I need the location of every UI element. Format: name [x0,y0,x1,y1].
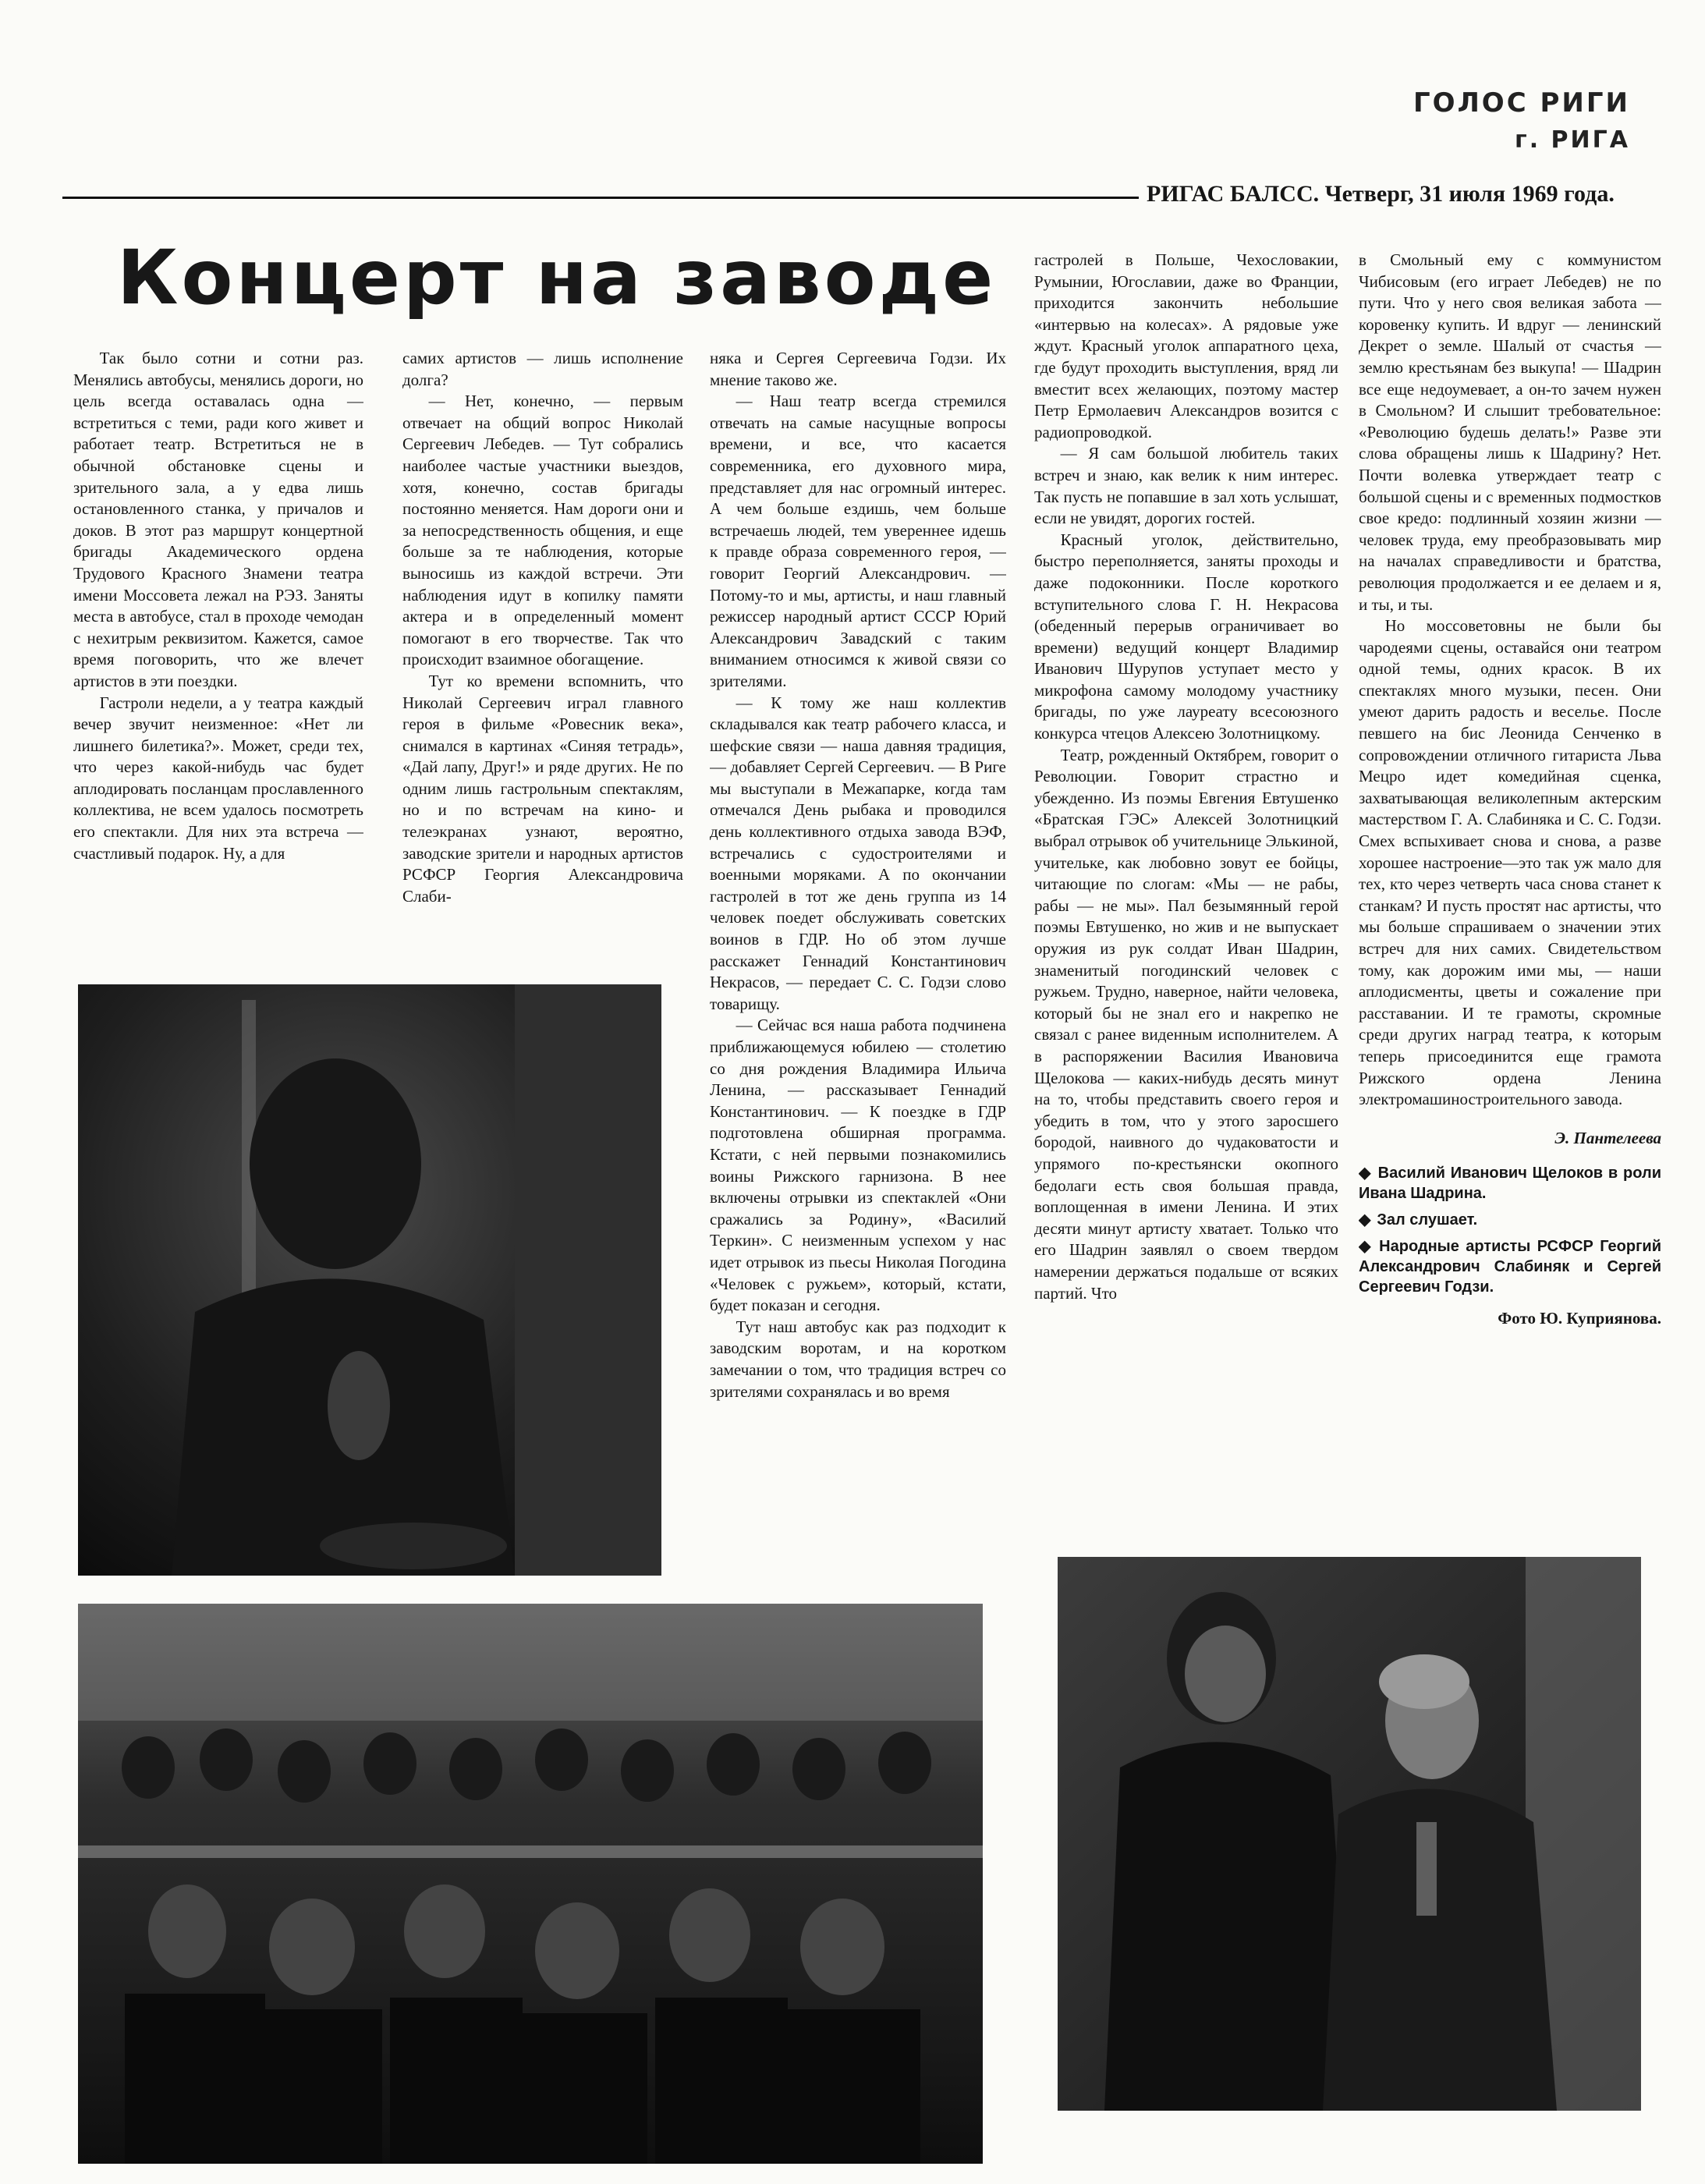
paragraph: — Нет, конечно, — первым отвечает на общий вопрос Николай Сергеевич Лебедев. — Тут собрались наиболее частые участники выездов, хотя, конечно, состав бригады постоянно меняется. Нам дороги они и за непосредственность общения, и еще больше за те наблюдения, которые выносишь из каждой встречи. Эти наблюдения идут в копилку памяти актера и в определенный момент помогают в его творчестве. Так что происходит взаимное обогащение. [402,392,683,669]
article-column-2 [402,348,683,958]
article-column-3 [710,348,1006,1582]
paragraph: — К тому же наш коллектив складывался как театр рабочего класса, и шефские связи — наша давняя традиция, — добавляет Сергей Сергеевич. — В Риге мы выступали в Межапарке, когда там отмечался День рыбака и проводился день коллективного отдыха завода ВЭФ, встречались с судостроителями и военными моряками. А по окончании гастролей в тот же день группа из 14 человек поедет обслуживать советских воинов в ГДР. Но об этом лучше расскажет Геннадий Константинович Некрасов, — передает С. С. Годзи слово товарищу. [710,693,1006,1013]
diamond-bullet-icon: ◆ [1359,1211,1371,1229]
masthead: РИГАС БАЛСС. Четверг, 31 июля 1969 года. [1147,181,1615,207]
paragraph: в Смольный ему с коммунистом Чибисовым (его играет Лебедев) не по пути. Что у него своя великая забота — коровенку купить. И вдруг — ленинский Декрет о земле. Шалый от счастья — землю крестьянам без выкупа! — Шадрин все еще недоумевает, а он-то зачем нужен в Смольном? И слышит требовательное: «Революцию будешь делать!» Разве эти слова обращены лишь к Шадрину? Нет. Почти волевка утверждает театр с большой сцены и с временных подмостков свое кредо: подлинный хозяин жизни — человек труда, ему преобразовывать мир на началах справедливости и братства, революция продолжается и ее делаем и я, и ты, и ты. [1359,250,1661,614]
audience-hall-photo [78,1604,983,2164]
article-column-4 [1034,250,1338,1597]
audience-hall-image [78,1604,983,2164]
masthead-rule [62,197,1139,199]
source-stamp [1413,87,1630,154]
paragraph: Красный уголок, действительно, быстро переполняется, заняты проходы и даже подоконники. После короткого вступительного слова Г. Н. Некрасова (обеденный перерыв ограничивает во времени) ведущий концерт Владимир Иванович Шурупов уступает место у микрофона самому молодому участнику бригады, по уже лауреату всесоюзного конкурса чтецов Алексею Золотницкому. [1034,530,1338,743]
caption-text: Народные артисты РСФСР Георгий Александрович Слабиняк и Сергей Сергеевич Годзи. [1359,1238,1661,1296]
paragraph: Театр, рожденный Октябрем, говорит о Революции. Говорит страстно и убежденно. Из поэмы Евгения Евтушенко «Братская ГЭС» Алексей Золотницкий выбрал отрывок об учительнице Элькиной, учительке, как любовно зовут ее бойцы, читающие по слогам: «Мы — не рабы, рабы — не мы». Пал безымянный герой поэмы Евтушенко, но жив и не выпускает оружия из рук солдат Иван Шадрин, знаменитый погодинский человек с ружьем. Трудно, наверное, найти человека, который бы не знал его и накрепко не связал с ранее виденным исполнителем. А в распоряжении Василия Ивановича Щелокова — каких-нибудь десять минут на то, чтобы представить своего героя и убедить в том, что у этого заросшего бородой, наивного до чудаковатости и упрямого по-крестьянски окопного бедолаги есть своя большая правда, воплощенная в имени Ленина. И этих десяти минут артисту хватает. Только что его Шадрин заявлял о своем твердом намерении держаться подальше от всяких партий. Что [1034,745,1338,1303]
photo-caption-3 [1359,1236,1661,1297]
two-artists-image [1058,1557,1641,2111]
photo-caption-1 [1359,1163,1661,1204]
stamp-line-2: г. РИГА [1515,126,1630,154]
diamond-bullet-icon: ◆ [1359,1165,1372,1182]
caption-text: Зал слушает. [1377,1211,1478,1229]
caption-text: Василий Иванович Щелоков в роли Ивана Шадрина. [1359,1165,1661,1203]
paragraph: Гастроли недели, а у театра каждый вечер звучит неизменное: «Нет ли лишнего билетика?». Может, среди тех, что через какой-нибудь час будет аплодировать посланцам прославленного коллектива, не всем удалось посмотреть его спектакли. Для них эта встреча — счастливый подарок. Ну, а для [73,693,363,863]
paragraph: Но моссоветовны не были бы чародеями сцены, оставайся они театром одной темы, одних красок. В их спектаклях много музыки, песен. Они умеют дарить радость и веселье. После певшего на бис Леонида Сенченко в сопровождении отличного гитариста Льва Мецро идет комедийная сценка, захватывающая великолепным актерским мастерством Г. А. Слабиняка и С. С. Годзи. Смех вспыхивает снова и снова, а разве хорошее настроение—это так уж мало для тех, кто через четверть часа снова станет к станкам? И пусть простят нас артисты, что мы больше спрашиваем о значении этих встреч для них самих. Свидетельством тому, как дорожим ими мы, — наши аплодисменты, цветы и сожаление при расставании. И те грамоты, скромные среди других наград театра, к которым теперь присоединится еще грамота Рижского ордена Ленина электромашиностроительного завода. [1359,616,1661,1109]
paragraph: самих артистов — лишь исполнение долга? [402,349,683,389]
paragraph: — Наш театр всегда стремился отвечать на самые насущные вопросы времени, и все, что касается современника, его духовного мира, представляет для нас огромный интерес. А чем больше ездишь, чем больше встречаешь людей, тем увереннее идешь к правде образа современного героя, — говорит Георгий Александрович. — Потому-то и мы, артисты, и наш главный режиссер народный артист СССР Юрий Александрович Завадский с таким вниманием относимся к живой связи со зрителями. [710,392,1006,690]
stamp-line-1: ГОЛОС РИГИ [1413,87,1630,119]
headline: Концерт на заводе [117,234,997,321]
actor-portrait-photo [78,984,661,1576]
paragraph: Тут ко времени вспомнить, что Николай Сергеевич играл главного героя в фильме «Ровесник века», снимался в картинах «Синяя тетрадь», «Дай лапу, Друг!» и ряде других. Не по одним лишь гастрольным спектаклям, но и по встречам на кино- и телеэкранах узнают, вероятно, заводские зрители и народных артистов РСФСР Георгия Александровича Слаби- [402,671,683,906]
photo-caption-2 [1359,1210,1661,1230]
paragraph: гастролей в Польше, Чехословакии, Румынии, Югославии, даже во Франции, приходится закончить небольшие «интервью на колесах». А рядовые уже ждут. Красный уголок аппаратного цеха, где будут проходить выступления, вряд ли вместит всех желающих, поэтому мастер Петр Ермолаевич Александров возится с радиопроводкой. [1034,250,1338,441]
two-artists-photo [1058,1557,1641,2111]
author-signature: Э. Пантелеева [1554,1128,1661,1147]
paragraph: някa и Сергея Сергеевича Годзи. Их мнение таково же. [710,349,1006,389]
paragraph: Так было сотни и сотни раз. Менялись автобусы, менялись дороги, но цель всегда оставалась одна — встретиться с теми, ради кого живет и работает театр. Встретиться не в обычной обстановке сцены и зрительного зала, а у едва лишь остановленного станка, у причалов и доков. В этот раз маршрут концертной бригады Академического ордена Трудового Красного Знамени театра имени Моссовета лежал на РЭЗ. Заняты места в автобусе, стал в проходе чемодан с нехитрым реквизитом. Кажется, самое время поговорить, что же влечет артистов в эти поездки. [73,349,363,690]
article-column-5 [1359,250,1661,1538]
article-column-1 [73,348,363,958]
paragraph: Тут наш автобус как раз подходит к заводским воротам, и на коротком замечании о том, что традиция встреч со зрителями сохранялась и во время [710,1317,1006,1401]
diamond-bullet-icon: ◆ [1359,1238,1374,1256]
paragraph: — Сейчас вся наша работа подчинена приближающемуся юбилею — столетию со дня рождения Владимира Ильича Ленина, — рассказывает Геннадий Константинович. — К поездке в ГДР подготовлена обширная программа. Кстати, с ней первыми познакомились воины Рижского гарнизона. В нее включены отрывки из спектаклей «Они сражались за Родину», «Василий Теркин». С неизменным успехом у нас идет отрывок из пьесы Николая Погодина «Человек с ружьем», который, кстати, будет показан и сегодня. [710,1016,1006,1315]
paragraph: — Я сам большой любитель таких встреч и знаю, как велик к ним интерес. Так пусть не попавшие в зал хоть услышат, если не увидят, дорогих гостей. [1034,444,1338,528]
photo-credit: Фото Ю. Куприянова. [1498,1309,1661,1328]
actor-portrait-image [78,984,661,1576]
